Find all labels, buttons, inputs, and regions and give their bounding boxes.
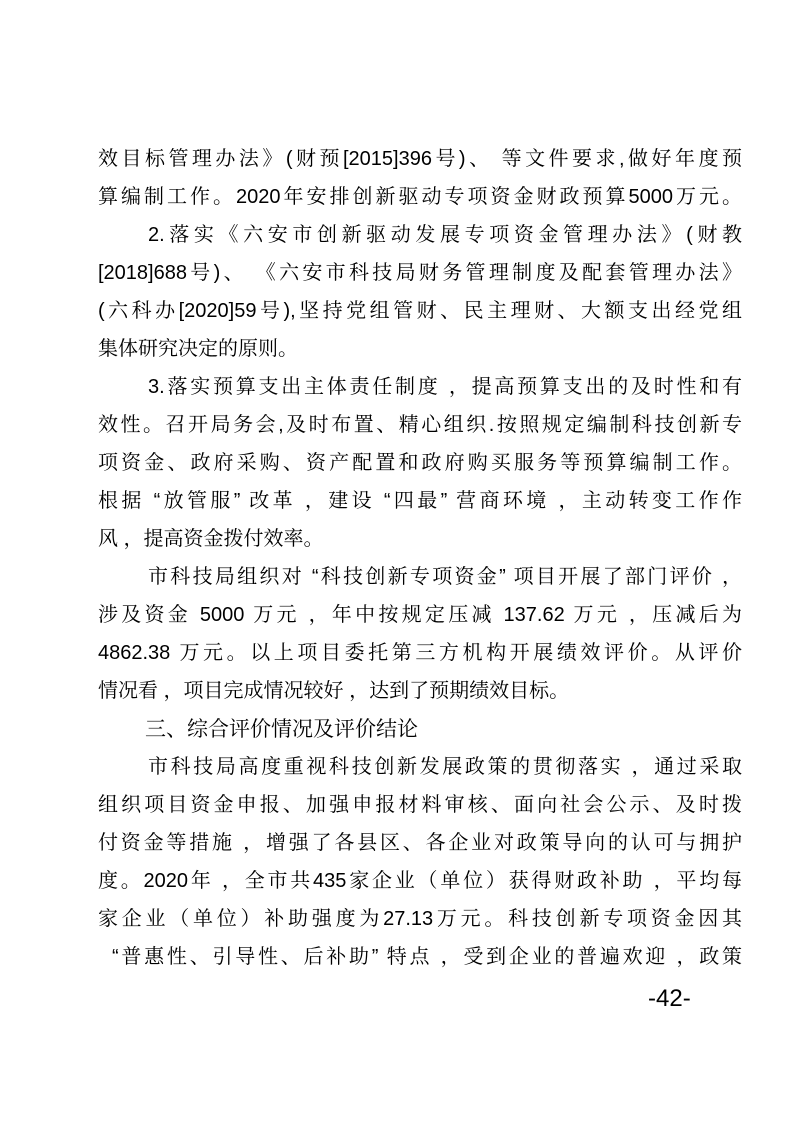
paragraph — [98, 140, 742, 216]
body-line: 效目标管理办法》(财预[2015]396号)、 等文件要求,做好年度预 — [98, 148, 742, 170]
body-line: 根据 “放管服” 改革 ，建设 “四最” 营商环境 ，主动转变工作作 — [98, 490, 742, 512]
body-line: 项资金、政府采购、资产配置和政府购买服务等预算编制工作。 — [98, 452, 742, 474]
page-number: -42- — [648, 985, 691, 1012]
body-line: 家企业（单位）补助强度为27.13万元。科技创新专项资金因其 — [98, 908, 742, 930]
body-line: “普惠性、引导性、后补助” 特点 ，受到企业的普遍欢迎 ，政策 — [112, 946, 742, 968]
section-heading: 三、综合评价情况及评价结论 — [145, 717, 418, 741]
body-line: 市科技局组织对 “科技创新专项资金” 项目开展了部门评价 ， — [148, 566, 742, 588]
body-line: 算编制工作。2020年安排创新驱动专项资金财政预算5000万元。 — [98, 186, 742, 208]
body-line: 3.落实预算支出主体责任制度 ，提高预算支出的及时性和有 — [148, 376, 742, 398]
section — [98, 710, 742, 748]
body-line: [2018]688号)、 《六安市科技局财务管理制度及配套管理办法》 — [98, 262, 742, 284]
body-line: 组织项目资金申报、加强申报材料审核、面向社会公示、及时拨 — [98, 794, 742, 816]
body-line: 市科技局高度重视科技创新发展政策的贯彻落实 ，通过采取 — [148, 756, 742, 778]
body-line: 2.落实《六安市创新驱动发展专项资金管理办法》(财教 — [148, 224, 742, 246]
body-line: 度。2020年 ，全市共435家企业（单位）获得财政补助 ，平均每 — [98, 870, 742, 892]
paragraph — [98, 558, 742, 710]
body-line: 情况看 ，项目完成情况较好 ，达到了预期绩效目标。 — [98, 680, 570, 702]
body-line: 风 ，提高资金拨付效率。 — [98, 528, 324, 550]
paragraph — [98, 748, 742, 976]
body-line: 集体研究决定的原则。 — [98, 338, 298, 360]
body-line: (六科办[2020]59号),坚持党组管财、民主理财、大额支出经党组 — [98, 300, 742, 322]
body-line: 涉及资金 5000 万元 ，年中按规定压减 137.62 万元 ，压减后为 — [98, 604, 742, 626]
body-line: 付资金等措施 ，增强了各县区、各企业对政策导向的认可与拥护 — [98, 832, 742, 854]
body-line: 效性。召开局务会,及时布置、精心组织.按照规定编制科技创新专 — [98, 414, 742, 436]
paragraph — [98, 368, 742, 558]
text-block — [98, 140, 742, 976]
body-line: 4862.38 万元。以上项目委托第三方机构开展绩效评价。从评价 — [98, 642, 742, 664]
paragraph — [98, 216, 742, 368]
